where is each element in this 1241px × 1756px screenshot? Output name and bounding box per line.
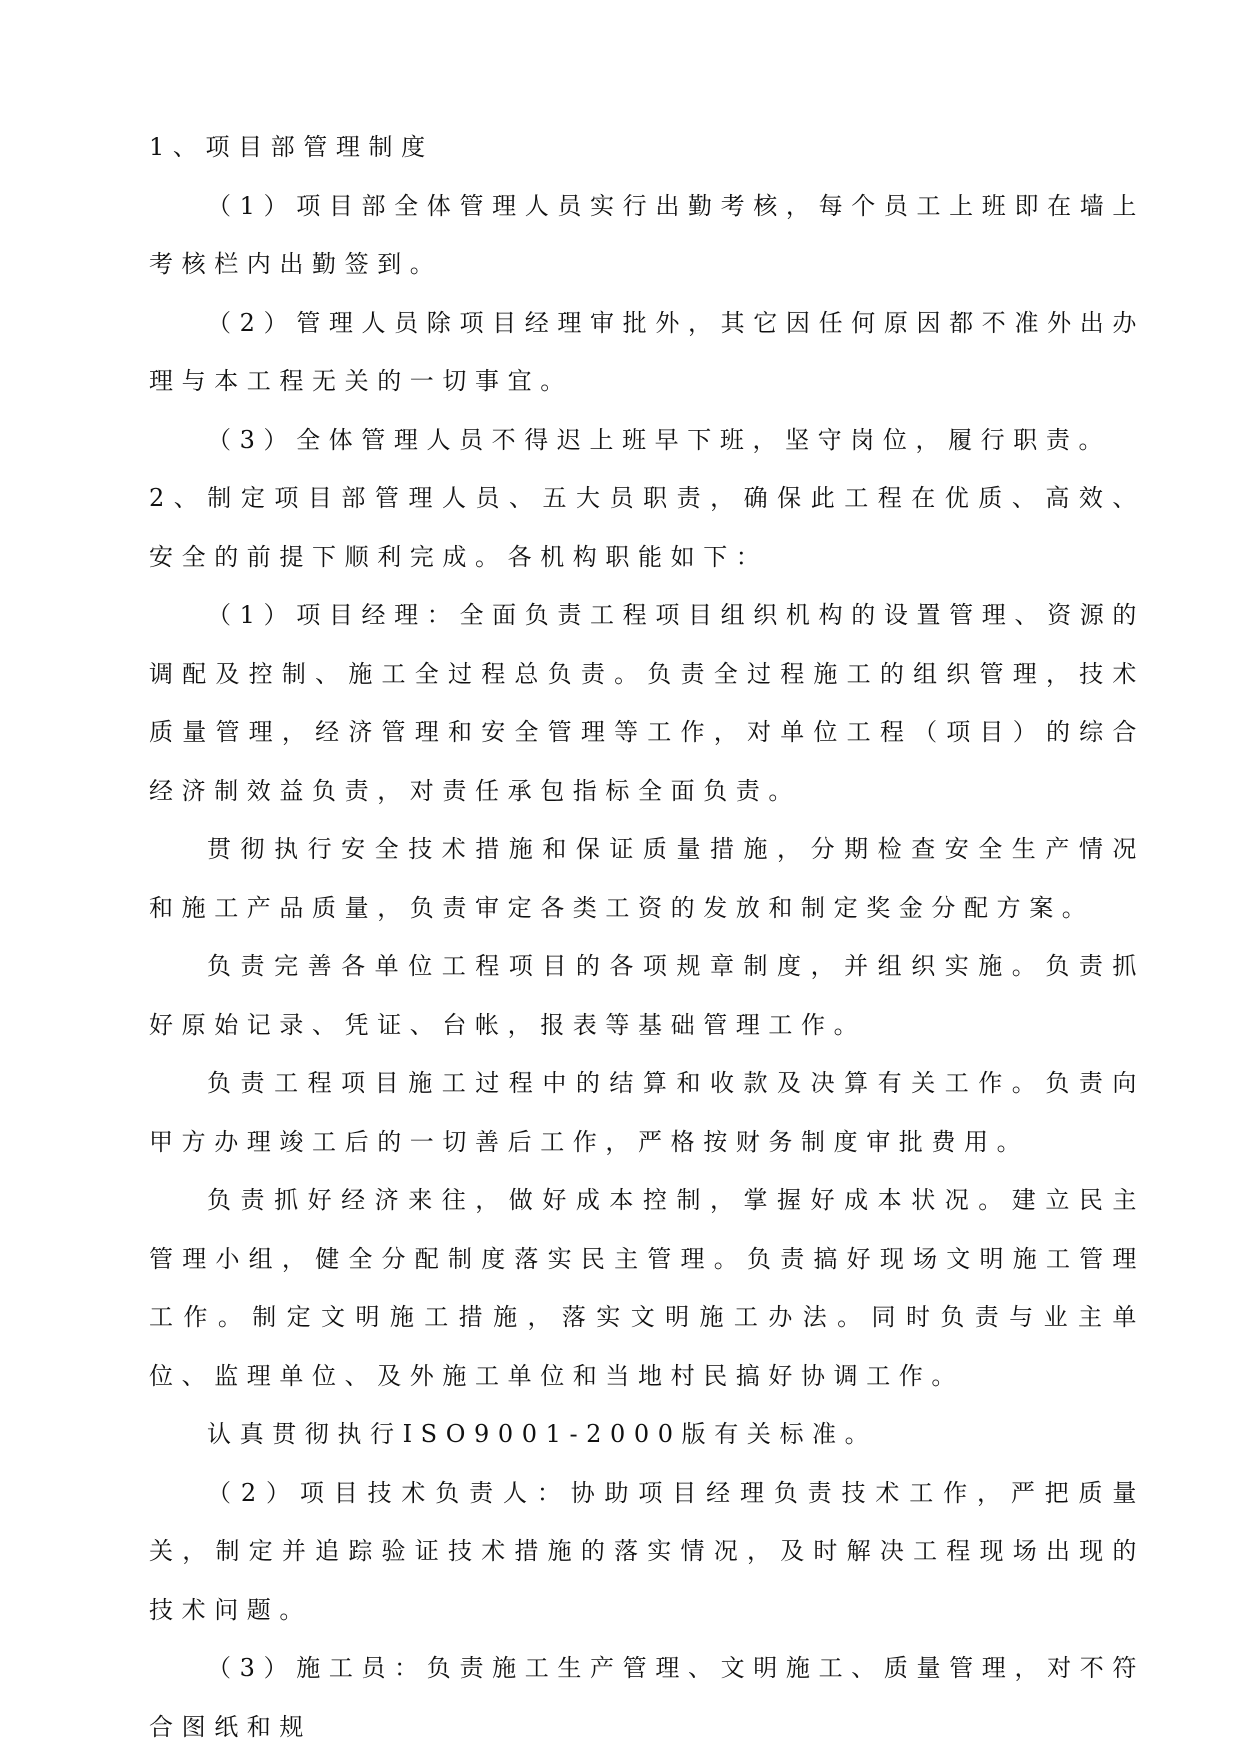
paragraph-attendance-check: （1）项目部全体管理人员实行出勤考核，每个员工上班即在墙上考核栏内出勤签到。 <box>149 191 1145 278</box>
paragraph-leave-approval: （2）管理人员除项目经理审批外，其它因任何原因都不准外出办理与本工程无关的一切事宜。 <box>149 308 1145 395</box>
paragraph-cost-and-coordination: 负责抓好经济来往，做好成本控制，掌握好成本状况。建立民主管理小组，健全分配制度落实民主管理。负责搞好现场文明施工管理工作。制定文明施工措施，落实文明施工办法。同时负责与业主单位、监理单位、及外施工单位和当地村民搞好协调工作。 <box>149 1186 1145 1390</box>
heading-staff-responsibilities: 2、制定项目部管理人员、五大员职责，确保此工程在优质、高效、安全的前提下顺利完成。各机构职能如下： <box>149 484 1145 571</box>
paragraph-iso-standard: 认真贯彻执行ISO9001-2000版有关标准。 <box>207 1420 878 1448</box>
paragraph-technical-lead-duties: （2）项目技术负责人：协助项目经理负责技术工作，严把质量关，制定并追踪验证技术措施的落实情况，及时解决工程现场出现的技术问题。 <box>149 1478 1145 1624</box>
paragraph-work-hours: （3）全体管理人员不得迟上班早下班，坚守岗位，履行职责。 <box>207 425 1112 454</box>
paragraph-project-manager-duties: （1）项目经理：全面负责工程项目组织机构的设置管理、资源的调配及控制、施工全过程总负责。负责全过程施工的组织管理，技术质量管理，经济管理和安全管理等工作，对单位工程（项目）的综合经济制效益负责，对责任承包指标全面负责。 <box>149 601 1145 805</box>
paragraph-settlement-work: 负责工程项目施工过程中的结算和收款及决算有关工作。负责向甲方办理竣工后的一切善后工作，严格按财务制度审批费用。 <box>149 1069 1145 1156</box>
document-page <box>149 118 1145 1756</box>
paragraph-safety-quality-measures: 贯彻执行安全技术措施和保证质量措施，分期检查安全生产情况和施工产品质量，负责审定各类工资的发放和制定奖金分配方案。 <box>149 835 1145 922</box>
paragraph-construction-officer-duties: （3）施工员：负责施工生产管理、文明施工、质量管理，对不符合图纸和规 <box>149 1654 1145 1741</box>
paragraph-rules-and-records: 负责完善各单位工程项目的各项规章制度，并组织实施。负责抓好原始记录、凭证、台帐，报表等基础管理工作。 <box>149 952 1145 1039</box>
heading-project-management-system: 1、项目部管理制度 <box>149 133 434 161</box>
